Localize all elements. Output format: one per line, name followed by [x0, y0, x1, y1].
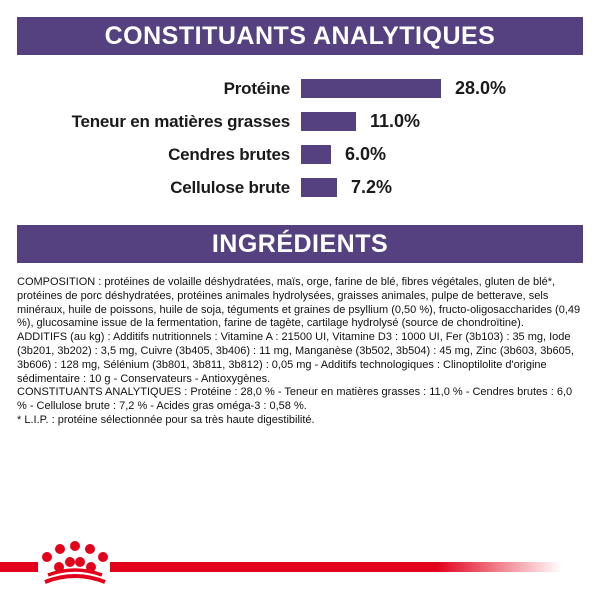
chart-row-value: 7.2% — [351, 177, 393, 197]
footer-red-bar-right — [110, 562, 562, 572]
chart-row-bar — [301, 145, 331, 164]
ingredients-text-block — [17, 276, 584, 428]
ingredients-banner-title: INGRÉDIENTS — [211, 229, 389, 258]
chart-row-bar — [301, 178, 337, 197]
constituants-banner-title: CONSTITUANTS ANALYTIQUES — [104, 21, 496, 50]
ingredients-paragraph: * L.I.P. : protéine sélectionnée pour sa très haute digestibilité. — [17, 413, 315, 426]
chart-row-value: 6.0% — [345, 144, 387, 164]
ingredients-paragraph: ADDITIFS (au kg) : Additifs nutritionnels : Vitamine A : 21500 UI, Vitamine D3 : 1000 UI, Fer (3b103) : 35 mg, Iode (3b201, 3b202) : 3,5 mg, Cuivre (3b405, 3b406) : 11 mg, Manganèse (3b502, 3b504) : 45 mg, Zinc (3b603, 3b605, 3b606) : 128 mg, Sélénium (3b801, 3b811, 3b812) : 0,05 mg - Additifs technologiques : Clinoptilolite d'origine sédimentaire : 10 g - Conservateurs - Antioxygènes. — [17, 331, 574, 385]
chart-row-value: 11.0% — [370, 111, 421, 131]
footer-red-bar-left — [0, 562, 38, 572]
constituants-analytiques-banner — [17, 17, 583, 55]
chart-row-value: 28.0% — [455, 78, 507, 98]
chart-row — [0, 105, 600, 138]
chart-row — [0, 171, 600, 204]
chart-row-bar — [301, 112, 356, 131]
chart-row-label: Teneur en matières grasses — [71, 111, 290, 131]
ingredients-paragraph: CONSTITUANTS ANALYTIQUES : Protéine : 28,0 % - Teneur en matières grasses : 11,0 % - Cendres brutes : 6,0 % - Cellulose brute : 7,2 % - Acides gras oméga-3 : 0,58 %. — [17, 386, 573, 413]
chart-row — [0, 138, 600, 171]
chart-row-label: Protéine — [223, 78, 290, 98]
chart-row-label: Cendres brutes — [168, 144, 290, 164]
ingredients-paragraph: COMPOSITION : protéines de volaille déshydratées, maïs, orge, farine de blé, fibres végétales, gluten de blé*, protéines de porc déshydratées, protéines animales hydrolysées, graisses animales, pulpe de betterave, sels minéraux, huile de poissons, huile de soja, téguments et graines de psyllium (0,50 %), fructo-oligosaccharides (0,49 %), glucosamine issue de la fermentation, farine de tagète, cartilage hydrolysé (source de chondroïtine). — [17, 276, 581, 330]
chart-row-bar — [301, 79, 441, 98]
royal-canin-crown-icon — [35, 537, 115, 593]
analytical-constituents-bar-chart — [0, 72, 600, 204]
ingredients-banner — [17, 225, 583, 263]
chart-row — [0, 72, 600, 105]
chart-row-label: Cellulose brute — [170, 177, 290, 197]
